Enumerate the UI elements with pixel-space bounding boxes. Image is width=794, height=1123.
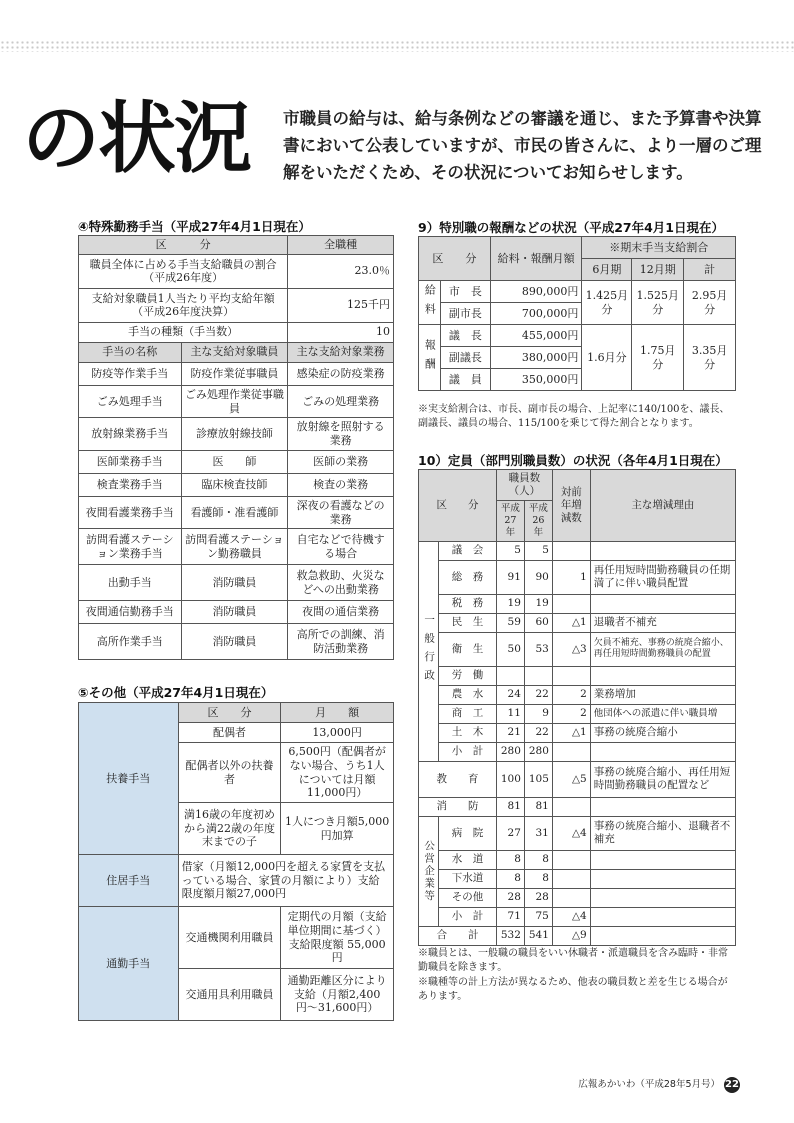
table-cell: 28 — [496, 888, 524, 907]
jukyo-label: 住居手当 — [79, 855, 179, 907]
table-cell: 配偶者 — [178, 723, 281, 743]
special-duty-allowance-table — [78, 235, 394, 660]
table-cell: 高所での訓練、消防活動業務 — [288, 624, 394, 660]
table-cell: 副議長 — [440, 347, 490, 369]
table-cell — [552, 541, 590, 560]
table-cell — [590, 666, 735, 685]
table-cell: 検査業務手当 — [79, 473, 182, 496]
table-cell: 2 — [552, 704, 590, 723]
table-cell: 医師の業務 — [288, 450, 394, 473]
intro-text: 市職員の給与は、給与条例などの審議を通じ、また予算書や決算書において公表していますが、市民の皆さんに、より一層のご理解をいただくため、その状況についてお知らせします。 — [283, 109, 762, 182]
table-cell: 22 — [524, 723, 552, 742]
table-cell — [590, 594, 735, 613]
table-cell: ごみの処理業務 — [288, 385, 394, 418]
table-cell: 53 — [524, 632, 552, 666]
table-cell: 11 — [496, 704, 524, 723]
table-cell — [590, 907, 735, 926]
table-cell: 事務の統廃合縮小 — [590, 723, 735, 742]
table-cell: △1 — [552, 723, 590, 742]
table-cell: 455,000円 — [490, 325, 582, 347]
table-cell: 定期代の月額（支給単位期間に基づく）支給限度額 55,000円 — [281, 907, 394, 969]
tsukin-label: 通勤手当 — [79, 907, 179, 1021]
table-cell — [552, 850, 590, 869]
ratio-cell: 1.75月分 — [632, 325, 684, 391]
table-cell — [552, 666, 590, 685]
table-cell: 放射線業務手当 — [79, 418, 182, 451]
jukyo-text: 借家（月額12,000円を超える家賃を支払っている場合、家賃の月額により）支給限度額月額27,000円 — [178, 855, 393, 907]
table-cell: 感染症の防疫業務 — [288, 362, 394, 385]
section10-title: 10）定員（部門別職員数）の状況（各年4月1日現在） — [418, 453, 728, 468]
table-cell: 31 — [524, 816, 552, 850]
table-cell: 13,000円 — [281, 723, 394, 743]
table-cell: 深夜の看護などの業務 — [288, 496, 394, 529]
table-cell — [590, 742, 735, 761]
table-cell: 2 — [552, 685, 590, 704]
table-cell: 交通機関利用職員 — [178, 907, 281, 969]
header-27: 平成27年 — [496, 501, 524, 542]
table-cell — [590, 797, 735, 816]
header-6: 6月期 — [582, 259, 632, 281]
group-ippan: 一般行政 — [419, 541, 439, 761]
ratio-cell: 2.95月分 — [684, 281, 736, 325]
table-cell: 農 水 — [439, 685, 497, 704]
section9-title: 9）特別職の報酬などの状況（平成27年4月1日現在） — [418, 220, 724, 235]
table-cell: 消防職員 — [181, 565, 288, 601]
table-cell: 医師業務手当 — [79, 450, 182, 473]
ratio-cell: 1.6月分 — [582, 325, 632, 391]
table-cell: 衛 生 — [439, 632, 497, 666]
header-ratio: ※期末手当支給割合 — [582, 237, 736, 259]
page-title: の状況 — [22, 94, 251, 184]
special-post-pay-table — [418, 236, 736, 391]
table-cell: 27 — [496, 816, 524, 850]
table-cell: 看護師・准看護師 — [181, 496, 288, 529]
table-cell: 夜間看護業務手当 — [79, 496, 182, 529]
table-cell — [496, 666, 524, 685]
table-cell: 75 — [524, 907, 552, 926]
table-cell: △9 — [552, 926, 590, 945]
table-cell: 副市長 — [440, 303, 490, 325]
table-cell: 532 — [496, 926, 524, 945]
row-label: 職員全体に占める手当支給職員の割合（平成26年度） — [79, 254, 288, 288]
table-cell: △1 — [552, 613, 590, 632]
table-cell: 1 — [552, 560, 590, 594]
table-cell: 自宅などで待機する場合 — [288, 529, 394, 565]
table-cell: 議 会 — [439, 541, 497, 560]
table-cell: 小 計 — [439, 742, 497, 761]
table-cell: 消防職員 — [181, 624, 288, 660]
header-pay: 給料・報酬月額 — [490, 237, 582, 281]
table-cell: 28 — [524, 888, 552, 907]
table-cell: 退職者不補充 — [590, 613, 735, 632]
table-cell: 消 防 — [419, 797, 497, 816]
section10-note: ※職種等の計上方法が異なるため、他表の職員数と差を生じる場合があります。 — [418, 977, 728, 1002]
table-cell: 59 — [496, 613, 524, 632]
ratio-cell: 1.425月分 — [582, 281, 632, 325]
table-cell: 救急救助、火災などへの出動業務 — [288, 565, 394, 601]
table-cell: 市 長 — [440, 281, 490, 303]
table-cell — [552, 742, 590, 761]
table-cell: 19 — [524, 594, 552, 613]
table-cell: 380,000円 — [490, 347, 582, 369]
table-cell: 5 — [524, 541, 552, 560]
table-cell: 総 務 — [439, 560, 497, 594]
header-kubun: 区 分 — [79, 236, 288, 255]
table-cell: 業務増加 — [590, 685, 735, 704]
section5-title: ⑤その他（平成27年4月1日現在） — [78, 685, 274, 700]
table-cell: その他 — [439, 888, 497, 907]
table-cell: △3 — [552, 632, 590, 666]
table-cell — [552, 888, 590, 907]
table-cell: 8 — [524, 850, 552, 869]
table-cell: 下水道 — [439, 869, 497, 888]
table-cell: 病 院 — [439, 816, 497, 850]
header-kubun: 区 分 — [178, 703, 281, 723]
table-cell: △5 — [552, 761, 590, 797]
table-cell: 再任用短時間勤務職員の任期満了に伴い職員配置 — [590, 560, 735, 594]
other-allowance-table — [78, 702, 394, 1021]
table-cell: 防疫作業従事職員 — [181, 362, 288, 385]
table-cell: 他団体への派遣に伴い職員増 — [590, 704, 735, 723]
table-cell: △4 — [552, 907, 590, 926]
table-cell: 9 — [524, 704, 552, 723]
col-header: 主な支給対象業務 — [288, 342, 394, 362]
table-cell: 5 — [496, 541, 524, 560]
table-cell: 労 働 — [439, 666, 497, 685]
table-cell — [590, 869, 735, 888]
table-cell: 91 — [496, 560, 524, 594]
table-cell: 交通用具利用職員 — [178, 969, 281, 1021]
table-cell: 19 — [496, 594, 524, 613]
footer — [578, 1076, 740, 1093]
table-cell — [552, 869, 590, 888]
table-cell: ごみ処理手当 — [79, 385, 182, 418]
ratio-cell: 1.525月分 — [632, 281, 684, 325]
table-cell: 6,500円（配偶者がない場合、うち1人については月額11,000円） — [281, 743, 394, 803]
table-cell — [552, 797, 590, 816]
table-cell: 診療放射線技師 — [181, 418, 288, 451]
table-cell: 配偶者以外の扶養者 — [178, 743, 281, 803]
header-all: 全職種 — [288, 236, 394, 255]
table-cell: 81 — [496, 797, 524, 816]
header-total: 計 — [684, 259, 736, 281]
table-cell: 出動手当 — [79, 565, 182, 601]
table-cell: 消防職員 — [181, 601, 288, 624]
header-amount: 月 額 — [281, 703, 394, 723]
table-cell: 小 計 — [439, 907, 497, 926]
row-value: 125千円 — [288, 288, 394, 322]
table-cell: 90 — [524, 560, 552, 594]
staff-count-table — [418, 469, 736, 946]
header-12: 12月期 — [632, 259, 684, 281]
table-cell: 税 務 — [439, 594, 497, 613]
table-cell: 24 — [496, 685, 524, 704]
section9-note: ※実支給割合は、市長、副市長の場合、上記率に140/100を、議長、副議長、議員の場合、115/100を乗じて得た割合となります。 — [418, 404, 730, 429]
row-value: 10 — [288, 322, 394, 342]
row-label: 手当の種類（手当数） — [79, 322, 288, 342]
row-value: 23.0％ — [288, 254, 394, 288]
fuyo-label: 扶養手当 — [79, 703, 179, 855]
row-label: 支給対象職員1人当たり平均支給年額（平成26年度決算） — [79, 288, 288, 322]
table-cell: 夜間通信勤務手当 — [79, 601, 182, 624]
table-cell — [590, 926, 735, 945]
table-cell: 高所作業手当 — [79, 624, 182, 660]
table-cell: 8 — [496, 850, 524, 869]
table-cell: 合 計 — [419, 926, 497, 945]
table-cell: 事務の統廃合縮小、再任用短時間勤務職員の配置など — [590, 761, 735, 797]
group-label: 給料 — [419, 281, 441, 325]
table-cell: 280 — [496, 742, 524, 761]
table-cell — [590, 850, 735, 869]
table-cell: 検査の業務 — [288, 473, 394, 496]
table-cell: 100 — [496, 761, 524, 797]
table-cell: 81 — [524, 797, 552, 816]
table-cell — [552, 594, 590, 613]
table-cell: 22 — [524, 685, 552, 704]
table-cell: 議 員 — [440, 369, 490, 391]
table-cell: 8 — [496, 869, 524, 888]
table-cell: 土 木 — [439, 723, 497, 742]
table-cell: ごみ処理作業従事職員 — [181, 385, 288, 418]
table-cell: 訪問看護ステーション勤務職員 — [181, 529, 288, 565]
table-cell: 訪問看護ステーション業務手当 — [79, 529, 182, 565]
header-diff: 対前年増減数 — [552, 470, 590, 542]
table-cell — [590, 888, 735, 907]
header-26: 平成26年 — [524, 501, 552, 542]
table-cell: 60 — [524, 613, 552, 632]
dotted-band — [0, 40, 794, 52]
table-cell: 放射線を照射する業務 — [288, 418, 394, 451]
table-cell: 350,000円 — [490, 369, 582, 391]
group-koei: 公営企業等 — [419, 816, 439, 926]
table-cell: 議 長 — [440, 325, 490, 347]
table-cell: 防疫等作業手当 — [79, 362, 182, 385]
table-cell: 8 — [524, 869, 552, 888]
table-cell: 教 育 — [419, 761, 497, 797]
table-cell: 50 — [496, 632, 524, 666]
page-number: 22 — [724, 1077, 740, 1093]
table-cell — [590, 541, 735, 560]
table-cell — [524, 666, 552, 685]
section4-title: ④特殊勤務手当（平成27年4月1日現在） — [78, 219, 311, 234]
header-kubun: 区 分 — [419, 470, 497, 542]
table-cell: 医 師 — [181, 450, 288, 473]
table-cell: 商 工 — [439, 704, 497, 723]
ratio-cell: 3.35月分 — [684, 325, 736, 391]
table-cell: 105 — [524, 761, 552, 797]
col-header: 主な支給対象職員 — [181, 342, 288, 362]
table-cell: 890,000円 — [490, 281, 582, 303]
table-cell: 満16歳の年度初めから満22歳の年度末までの子 — [178, 803, 281, 855]
header-count: 職員数（人） — [496, 470, 552, 501]
table-cell: 臨床検査技師 — [181, 473, 288, 496]
table-cell: 1人につき月額5,000円加算 — [281, 803, 394, 855]
table-cell: 541 — [524, 926, 552, 945]
table-cell: 事務の統廃合縮小、退職者不補充 — [590, 816, 735, 850]
table-cell: 280 — [524, 742, 552, 761]
table-cell: 71 — [496, 907, 524, 926]
group-label: 報酬 — [419, 325, 441, 391]
table-cell: 民 生 — [439, 613, 497, 632]
table-cell: 通勤距離区分により支給（月額2,400円〜31,600円） — [281, 969, 394, 1021]
header-reason: 主な増減理由 — [590, 470, 735, 542]
table-cell: 21 — [496, 723, 524, 742]
table-cell: 欠員不補充、事務の統廃合縮小、再任用短時間勤務職員の配置 — [590, 632, 735, 666]
table-cell: 700,000円 — [490, 303, 582, 325]
footer-text: 広報あかいわ（平成28年5月号） — [578, 1079, 720, 1090]
table-cell: 水 道 — [439, 850, 497, 869]
table-cell: 夜間の通信業務 — [288, 601, 394, 624]
section10-note: ※職員とは、一般職の職員をいい休職者・派遣職員を含み臨時・非常勤職員を除きます。 — [418, 948, 728, 973]
col-header: 手当の名称 — [79, 342, 182, 362]
table-cell: △4 — [552, 816, 590, 850]
header-kubun: 区 分 — [419, 237, 491, 281]
